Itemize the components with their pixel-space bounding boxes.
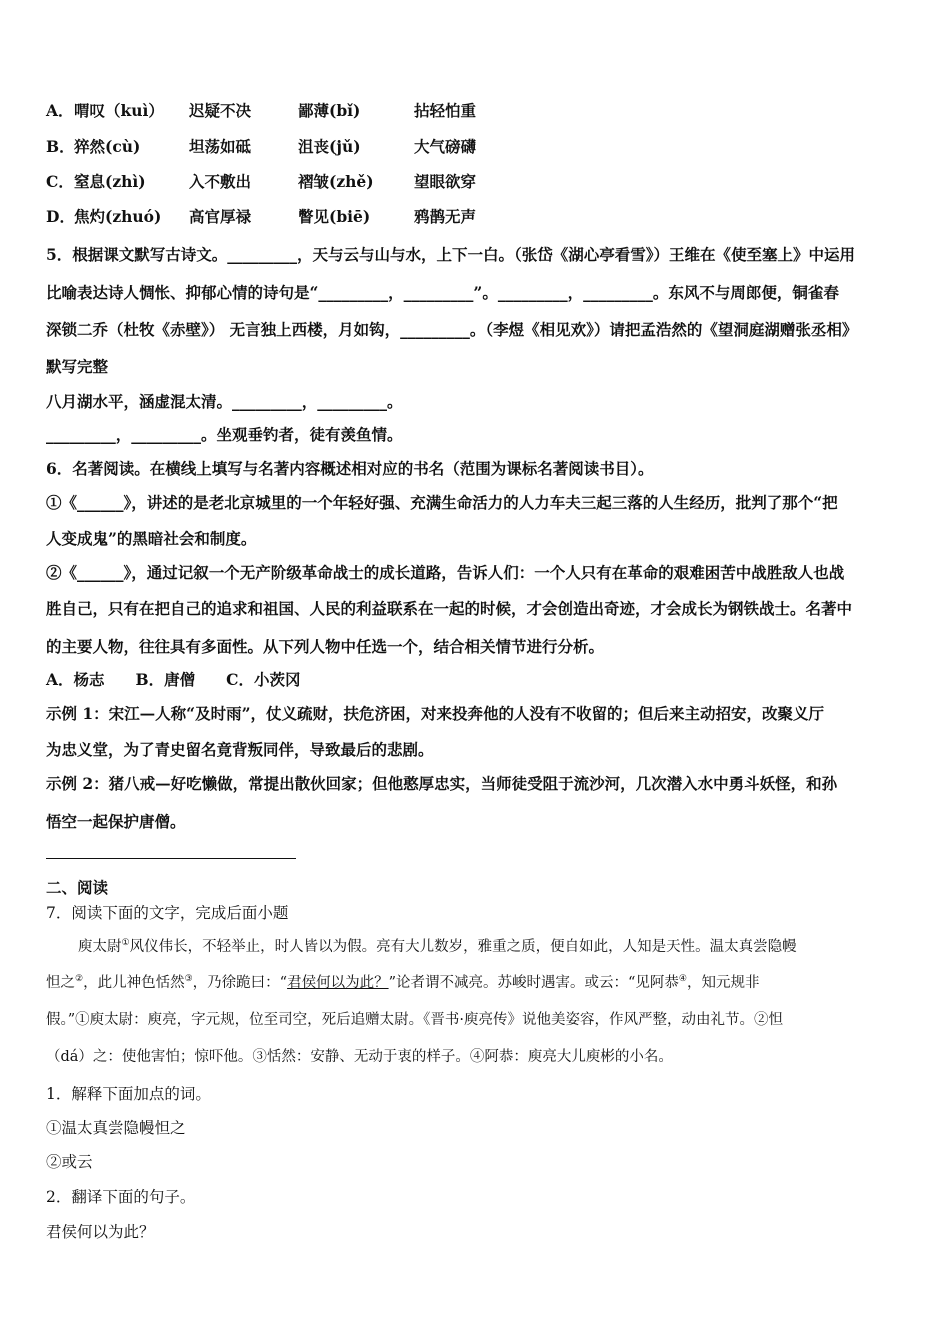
- option-b-row: [46, 136, 566, 158]
- footnote-mark: ③: [184, 974, 193, 985]
- passage-text: ，乃徐跪曰：“: [192, 975, 288, 991]
- section-heading: 二、阅读: [46, 878, 109, 897]
- subquestion-1a: ①温太真尝隐幔怛之: [46, 1119, 186, 1137]
- footnote-mark: ①: [121, 938, 130, 949]
- option-word: 坦荡如砥: [189, 137, 252, 156]
- option-word: 瞥见(biē): [298, 207, 371, 226]
- passage-text: 怛之: [46, 975, 75, 991]
- passage-text: ，此儿神色恬然: [83, 975, 185, 991]
- q5-line: 比喻表达诗人惆怅、抑郁心情的诗句是“_________，_________”。_________，_________。东风不与周郎便，铜雀春: [46, 283, 839, 302]
- option-word: 窒息(zhì): [74, 172, 146, 191]
- option-word: 喟叹（kuì）: [74, 101, 164, 120]
- option-word: 入不敷出: [189, 172, 252, 191]
- option-c-row: [46, 171, 566, 193]
- passage-text: ，知元规非: [686, 975, 760, 991]
- option-word: 焦灼(zhuó): [74, 207, 162, 226]
- footnote-mark: ④: [678, 974, 687, 985]
- q6-line: 6．名著阅读。在横线上填写与名著内容概述相对应的书名（范围为课标名著阅读书目）。: [46, 459, 654, 478]
- passage-line: （dá）之：使他害怕；惊吓他。③恬然：安静、无动于衷的样子。④阿恭：庾亮大儿庾彬的小名。: [46, 1049, 673, 1065]
- q5-line: _________，_________。坐观垂钓者，徒有羡鱼情。: [46, 425, 403, 444]
- footnote-mark: ②: [75, 974, 84, 985]
- option-letter: D．: [46, 207, 75, 226]
- q6-line: 人变成鬼”的黑暗社会和制度。: [46, 529, 257, 548]
- option-word: 大气磅礴: [414, 137, 477, 156]
- q6-line: 悟空一起保护唐僧。: [46, 812, 186, 831]
- q5-line: 默写完整: [46, 357, 109, 376]
- passage-line: 假。”①庾太尉：庾亮，字元规，位至司空，死后追赠太尉。《晋书·庾亮传》说他美姿容，作风严整，动由礼节。②怛: [46, 1012, 784, 1028]
- q6-line: 示例 2：猪八戒—好吃懒做，常提出散伙回家；但他憨厚忠实，当师徒受阻于流沙河，几次潜入水中勇斗妖怪，和孙: [46, 774, 838, 793]
- q6-line: 的主要人物，往往具有多面性。从下列人物中任选一个，结合相关情节进行分析。: [46, 637, 605, 656]
- option-word: 鄙薄(bǐ): [298, 101, 361, 120]
- option-word: 沮丧(jǔ): [298, 137, 361, 156]
- option-letter: C．: [46, 172, 74, 191]
- q5-line: 深锁二乔（杜牧《赤壁》） 无言独上西楼，月如钩，_________。（李煜《相见欢》）请把孟浩然的《望洞庭湖赠张丞相》: [46, 320, 858, 339]
- passage-line: [78, 937, 797, 957]
- q6-line: A．杨志 B．唐僧 C．小茨冈: [46, 670, 301, 689]
- option-word: 高官厚禄: [189, 207, 252, 226]
- q5-line: 5．根据课文默写古诗文。_________，天与云与山与水，上下一白。（张岱《湖心亭看雪》）王维在《使至塞上》中运用: [46, 245, 856, 264]
- answer-rule: [46, 858, 296, 859]
- option-word: 望眼欲穿: [414, 172, 477, 191]
- passage-text: 风仪伟长，不轻举止，时人皆以为假。亮有大儿数岁，雅重之质，便自如此，人知是天性。温太真尝隐幔: [129, 939, 797, 955]
- q6-line: ②《______》，通过记叙一个无产阶级革命战士的成长道路，告诉人们：一个人只有在革命的艰难困苦中战胜敌人也战: [46, 563, 845, 582]
- option-word: 猝然(cù): [74, 137, 141, 156]
- subquestion-2: 2．翻译下面的句子。: [46, 1188, 196, 1206]
- q6-line: 为忠义堂，为了青史留名竟背叛同伴，导致最后的悲剧。: [46, 740, 434, 759]
- option-word: 拈轻怕重: [414, 101, 477, 120]
- q6-line: 胜自己，只有在把自己的追求和祖国、人民的利益联系在一起的时候，才会创造出奇迹，才会成长为钢铁战士。名著中: [46, 599, 853, 618]
- option-letter: B．: [46, 137, 75, 156]
- subquestion-1b: ②或云: [46, 1153, 93, 1171]
- q5-line: 八月湖水平，涵虚混太清。_________，_________。: [46, 392, 403, 411]
- underlined-sentence: 君侯何以为此？: [287, 975, 389, 991]
- q7-title: 7．阅读下面的文字，完成后面小题: [46, 904, 289, 922]
- option-word: 鸦鹊无声: [414, 207, 477, 226]
- passage-text: 庾太尉: [78, 939, 122, 955]
- option-d-row: [46, 206, 566, 228]
- subquestion-1: 1．解释下面加点的词。: [46, 1085, 211, 1103]
- option-word: 迟疑不决: [189, 101, 252, 120]
- passage-line: [46, 973, 759, 993]
- passage-text: ”论者谓不减亮。苏峻时遇害。或云：“见阿恭: [388, 975, 679, 991]
- q6-line: ①《______》，讲述的是老北京城里的一个年轻好强、充满生命活力的人力车夫三起三落的人生经历，批判了那个“把: [46, 493, 838, 512]
- option-letter: A．: [46, 101, 74, 120]
- q6-line: 示例 1：宋江—人称“及时雨”，仗义疏财，扶危济困，对来投奔他的人没有不收留的；但后来主动招安，改聚义厅: [46, 704, 825, 723]
- option-a-row: [46, 100, 566, 122]
- subquestion-2a: 君侯何以为此？: [46, 1223, 155, 1241]
- option-word: 褶皱(zhě): [298, 172, 374, 191]
